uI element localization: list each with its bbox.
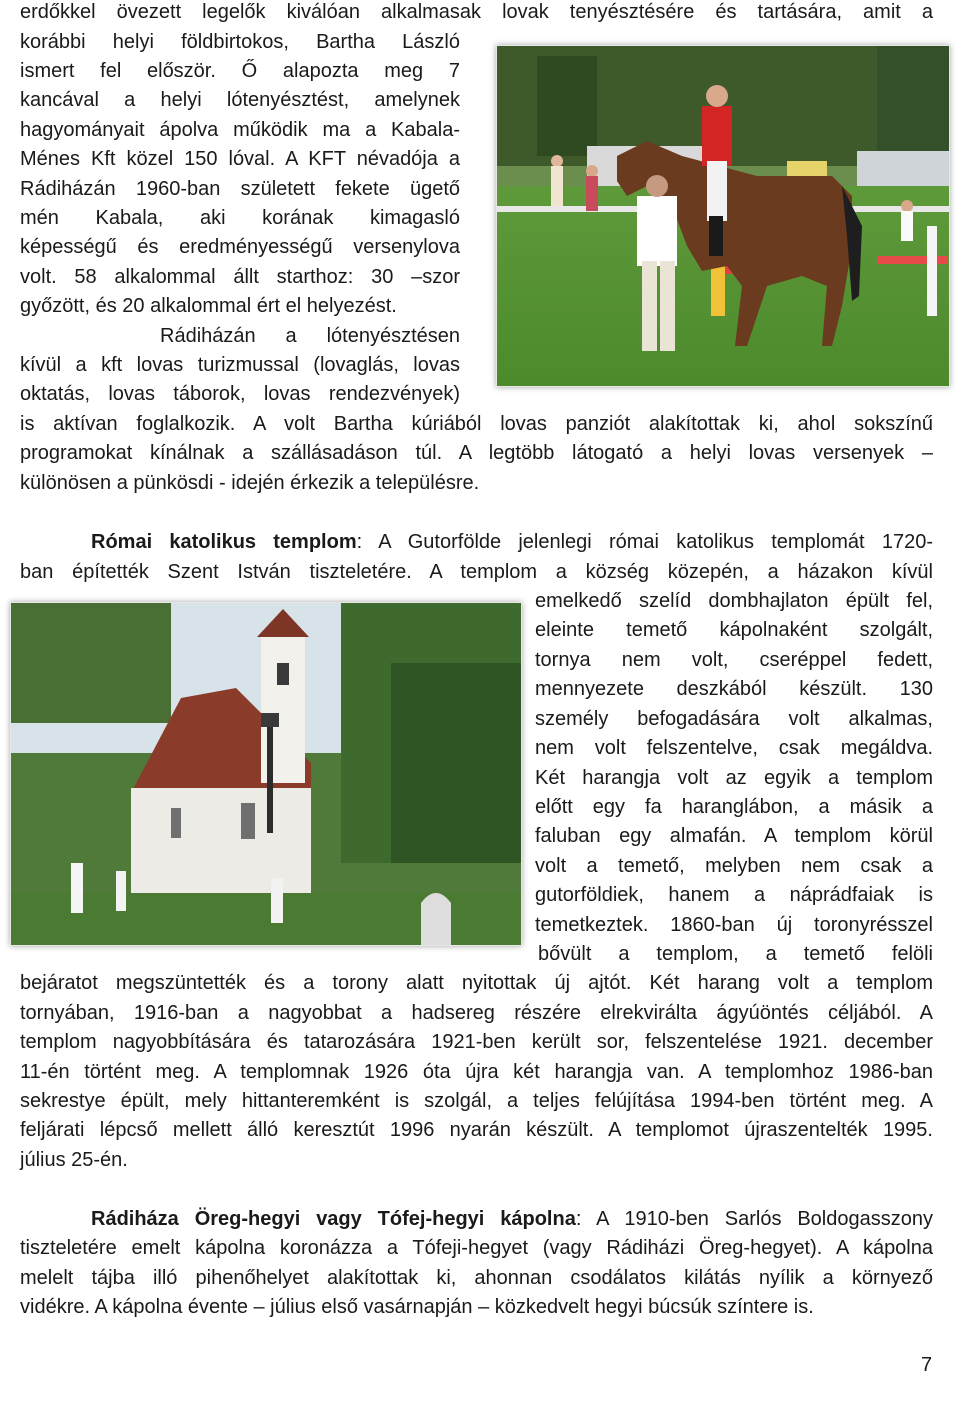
church-photo: [10, 602, 522, 946]
page-number: 7: [921, 1354, 933, 1376]
section-heading-line: [20, 1205, 933, 1234]
paragraph-line: Rádiházán 1960-ban született fekete ügető: [20, 178, 460, 200]
paragraph-line: volt. 58 alkalommal állt starthoz: 30 –szor: [20, 266, 460, 288]
paragraph-line: különösen a pünkösdi - idején érkezik a településre.: [20, 472, 480, 494]
paragraph-line: vidékre. A kápolna évente – július első vasárnapján – közkedvelt hegyi búcsúk színtere is.: [20, 1296, 814, 1318]
paragraph-line: melelt tájba illó pihenőhelyet alakítottak ki, ahonnan csodálatos kilátás nyílik a környező: [20, 1267, 933, 1289]
horse-rider-image: [497, 46, 949, 386]
paragraph-line: személy befogadására volt alkalmas,: [535, 708, 933, 730]
paragraph-line: Két harangja volt az egyik a templom: [535, 767, 933, 789]
paragraph-line: erdőkkel övezett legelők kiválóan alkalmasak lovak tenyésztésére és tartására, amit a: [20, 1, 933, 23]
paragraph-line: programokat kínálnak a szállásadáson túl. A legtöbb látogató a helyi lovas versenyek –: [20, 442, 933, 464]
paragraph-line: volt a temető, melyben nem csak a: [535, 855, 933, 877]
paragraph-line: Ménes Kft közel 150 lóval. A KFT névadója a: [20, 148, 460, 170]
paragraph-line: bejáratot megszüntették és a torony alatt nyitottak új ajtót. Két harang volt a templom: [20, 972, 933, 994]
paragraph-line: gutorföldiek, hanem a náprádfaiak is: [535, 884, 933, 906]
paragraph-line: képességű és eredményességű versenylova: [20, 236, 460, 258]
paragraph-line: eleinte temető kápolnaként szolgált,: [535, 619, 933, 641]
paragraph-line: is aktívan foglalkozik. A volt Bartha kúriából lovas panziót alakítottak ki, ahol sokszínű: [20, 413, 933, 435]
paragraph-line: tiszteletére emelt kápolna koronázza a Tófeji-hegyet (vagy Rádiházi Öreg-hegyet). A kápolna: [20, 1237, 933, 1259]
paragraph-line: oktatás, lovas táborok, lovas rendezvények): [20, 383, 460, 405]
paragraph-line: mennyezete deszkából készült. 130: [535, 678, 933, 700]
paragraph-line: faluban egy almafán. A templom körül: [535, 825, 933, 847]
paragraph-line: temetkeztek. 1860-ban új toronyrésszel: [535, 914, 933, 936]
paragraph-line: tornyában, 1916-ban a nagyobbat a hadsereg részére elrekvirálta ágyúöntés céljából. A: [20, 1002, 933, 1024]
paragraph-line: : A Gutorfölde jelenlegi római katolikus templomát 1720-: [356, 531, 933, 553]
paragraph-line: sekrestye épült, mely hittanteremként is szolgál, a teljes felújítása 1994-ben történt meg. A: [20, 1090, 933, 1112]
paragraph-line: kancával a helyi lótenyésztést, amelynek: [20, 89, 460, 111]
paragraph-line: tornya nem volt, cseréppel fedett,: [535, 649, 933, 671]
paragraph-line: ban építették Szent István tiszteletére. A templom a község közepén, a házakon kívül: [20, 561, 933, 583]
paragraph-line: előtt egy fa haranglábon, a másik a: [535, 796, 933, 818]
paragraph-line: korábbi helyi földbirtokos, Bartha László: [20, 31, 460, 53]
paragraph-line: kívül a kft lovas turizmussal (lovaglás, lovas: [20, 354, 460, 376]
paragraph-line: győzött, és 20 alkalommal ért el helyezést.: [20, 295, 397, 317]
church-image: [11, 603, 521, 945]
paragraph-line: : A 1910-ben Sarlós Boldogasszony: [575, 1208, 933, 1230]
paragraph-line: nem volt felszentelve, csak megáldva.: [535, 737, 933, 759]
section-title: Rádiháza Öreg-hegyi vagy Tófej-hegyi kápolna: [91, 1208, 576, 1230]
paragraph-line: templom nagyobbítására és tatarozására 1921-ben került sor, felszentelése 1921. december: [20, 1031, 933, 1053]
section-heading-line: [20, 528, 933, 557]
paragraph-line: hagyományait ápolva működik ma a Kabala-: [20, 119, 460, 141]
paragraph-line: július 25-én.: [20, 1149, 128, 1171]
paragraph-line: ismert fel először. Ő alapozta meg 7: [20, 60, 460, 82]
section-title: Római katolikus templom: [91, 531, 357, 553]
paragraph-line: bővült a templom, a temető felöli: [538, 943, 933, 965]
paragraph-line: emelkedő szelíd dombhajlaton épült fel,: [535, 590, 933, 612]
paragraph-line: Rádiházán a lótenyésztésen: [160, 325, 460, 347]
paragraph-line: feljárati lépcső mellett álló keresztút 1996 nyarán készült. A templomot újraszentelték 1995.: [20, 1119, 933, 1141]
horse-show-photo: [496, 45, 950, 387]
paragraph-line: 11-én történt meg. A templomnak 1926 óta újra két harangja van. A templomhoz 1986-ban: [20, 1061, 933, 1083]
paragraph-line: mén Kabala, aki korának kimagasló: [20, 207, 460, 229]
